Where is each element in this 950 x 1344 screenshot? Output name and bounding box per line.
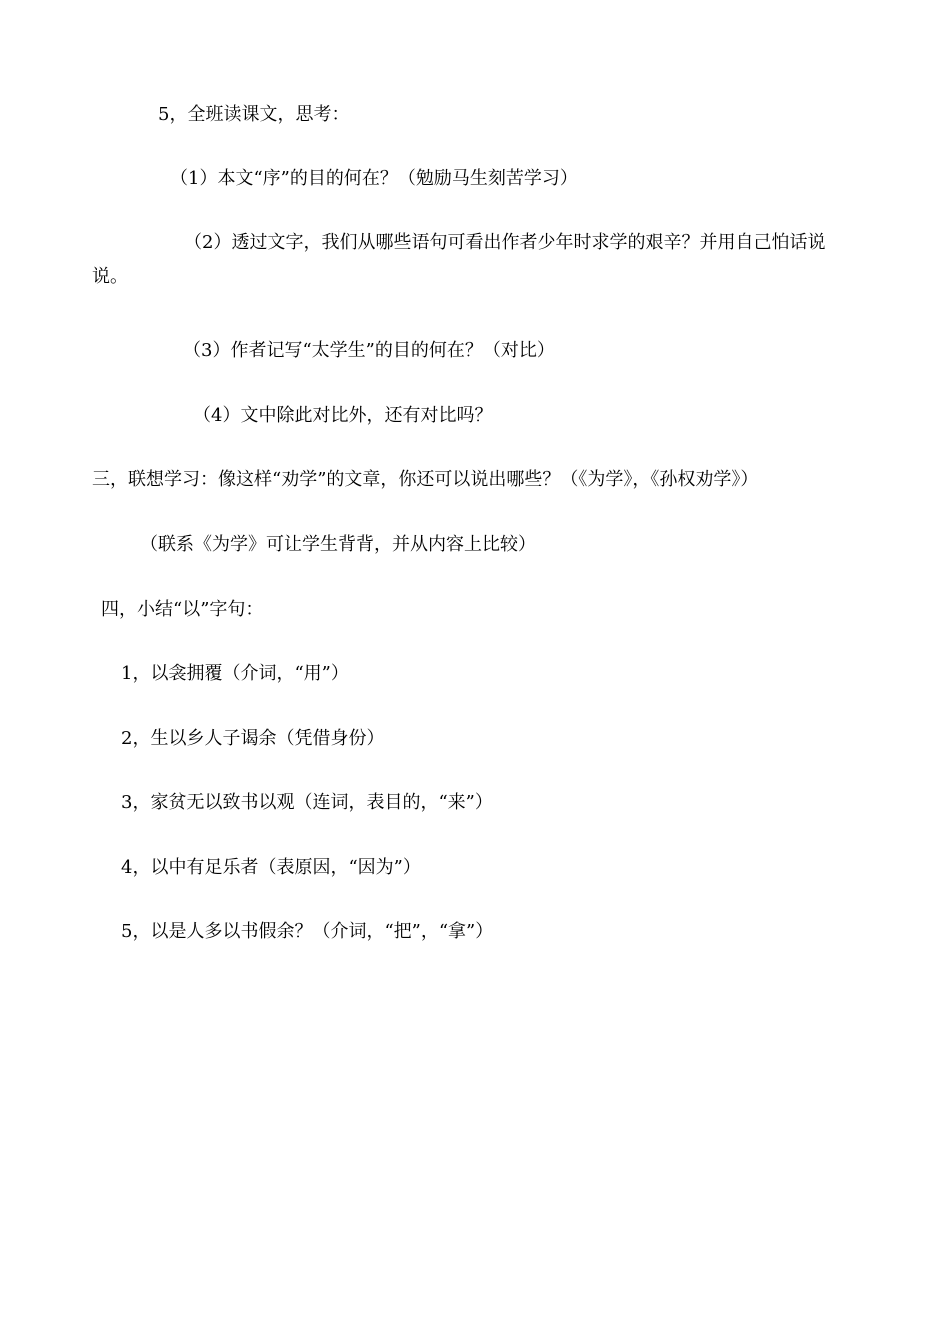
question-4: （4）文中除此对比外，还有对比吗？ (193, 405, 493, 426)
yi-example-1: 1，以衾拥覆（介词，“用”） (121, 663, 349, 684)
section-3-note: （联系《为学》可让学生背背，并从内容上比较） (140, 534, 536, 555)
yi-example-4: 4，以中有足乐者（表原因，“因为”） (121, 857, 421, 878)
section-4-heading: 四，小结“以”字句： (101, 599, 264, 620)
section-3-heading: 三，联想学习：像这样“劝学”的文章，你还可以说出哪些？（《为学》，《孙权劝学》） (92, 469, 759, 490)
yi-example-2: 2，生以乡人子谒余（凭借身份） (121, 728, 385, 749)
yi-example-3: 3，家贫无以致书以观（连词，表目的，“来”） (121, 792, 493, 813)
item-5-heading: 5，全班读课文，思考： (158, 104, 350, 125)
yi-example-5: 5，以是人多以书假余？（介词，“把”，“拿”） (121, 921, 494, 942)
question-3: （3）作者记写“太学生”的目的何在？（对比） (183, 340, 555, 361)
question-2: （2）透过文字，我们从哪些语句可看出作者少年时求学的艰辛？并用自己怕话说说。 (92, 232, 826, 287)
question-1: （1）本文“序”的目的何在？（勉励马生刻苦学习） (170, 168, 578, 189)
